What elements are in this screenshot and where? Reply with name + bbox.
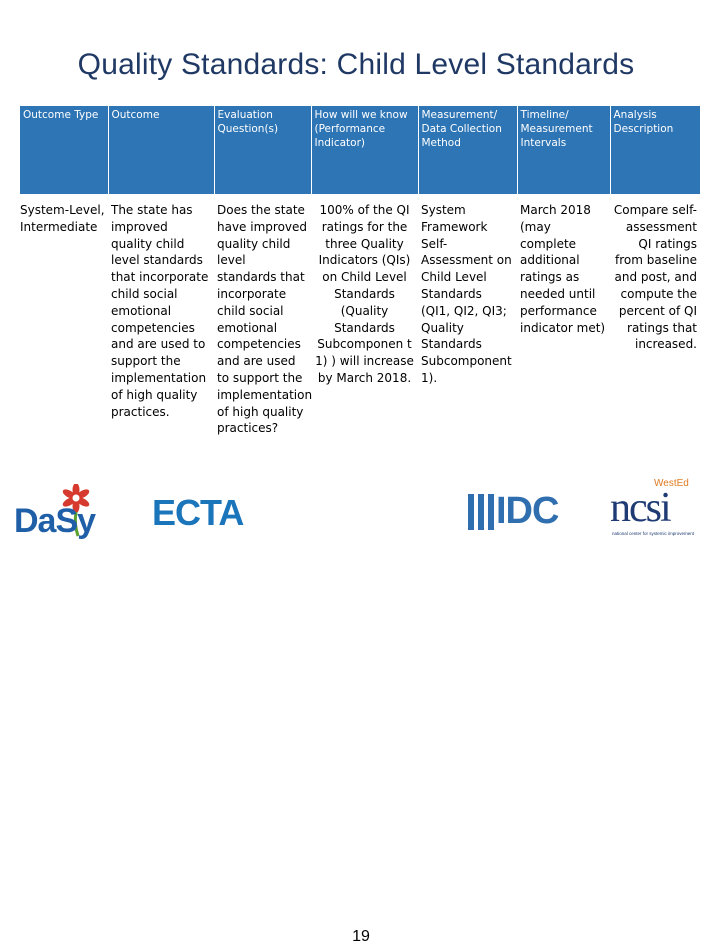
- page-title: Quality Standards: Child Level Standards: [77, 48, 635, 81]
- dasy-logo-text: DaSy: [14, 502, 96, 540]
- idc-logo: [466, 490, 559, 534]
- header-timeline: Timeline/ Measurement Intervals: [517, 106, 610, 176]
- cell-outcome-type: System-Level, Intermediate: [20, 203, 105, 234]
- cell-evaluation-question: Does the state have improved quality child level standards that incorporate child social emotional competencies and are used to support the implementation of high quality practices?: [217, 203, 313, 436]
- ncsi-top-text: WestEd: [654, 478, 689, 489]
- ecta-logo-text: ECTA: [152, 492, 244, 533]
- header-measurement-method: Measurement/ Data Collection Method: [418, 106, 517, 176]
- ecta-logo: [152, 492, 248, 532]
- dasy-logo: [14, 484, 94, 540]
- header-performance-indicator: How will we know (Performance Indicator): [311, 106, 418, 176]
- ncsi-logo: [608, 478, 714, 540]
- header-analysis-description: Analysis Description: [610, 106, 700, 176]
- ncsi-logo-text: ncsi: [610, 485, 670, 531]
- cell-outcome: The state has improved quality child level standards that incorporate child social emotional competencies and are used to support the implementation of high quality practices.: [111, 203, 209, 419]
- table-header-row: [20, 106, 700, 176]
- page-number: 19: [352, 928, 370, 945]
- standards-table: [20, 106, 700, 452]
- header-outcome-type: Outcome Type: [20, 106, 108, 176]
- table-row: [20, 194, 700, 452]
- header-evaluation-questions: Evaluation Question(s): [214, 106, 311, 176]
- cell-timeline: March 2018 (may complete additional ratings as needed until performance indicator met): [520, 203, 606, 335]
- cell-performance-indicator: 100% of the QI ratings for the three Quality Indicators (QIs) on Child Level Standards (Quality Standards Subcomponen t 1) ) will increase by March 2018.: [315, 203, 414, 385]
- idc-logo-text: IDC: [496, 490, 559, 532]
- footer: [0, 458, 720, 945]
- ncsi-tagline: national center for systemic improvement: [612, 531, 695, 536]
- separator-row: [20, 176, 700, 194]
- header-outcome: Outcome: [108, 106, 214, 176]
- cell-measurement-method: System Framework Self-Assessment on Child Level Standards (QI1, QI2, QI3; Quality Standards Subcomponent 1).: [421, 203, 512, 385]
- cell-analysis-description: Compare self-assessment QI ratings from baseline and post, and compute the percent of QI ratings that increased.: [613, 203, 697, 352]
